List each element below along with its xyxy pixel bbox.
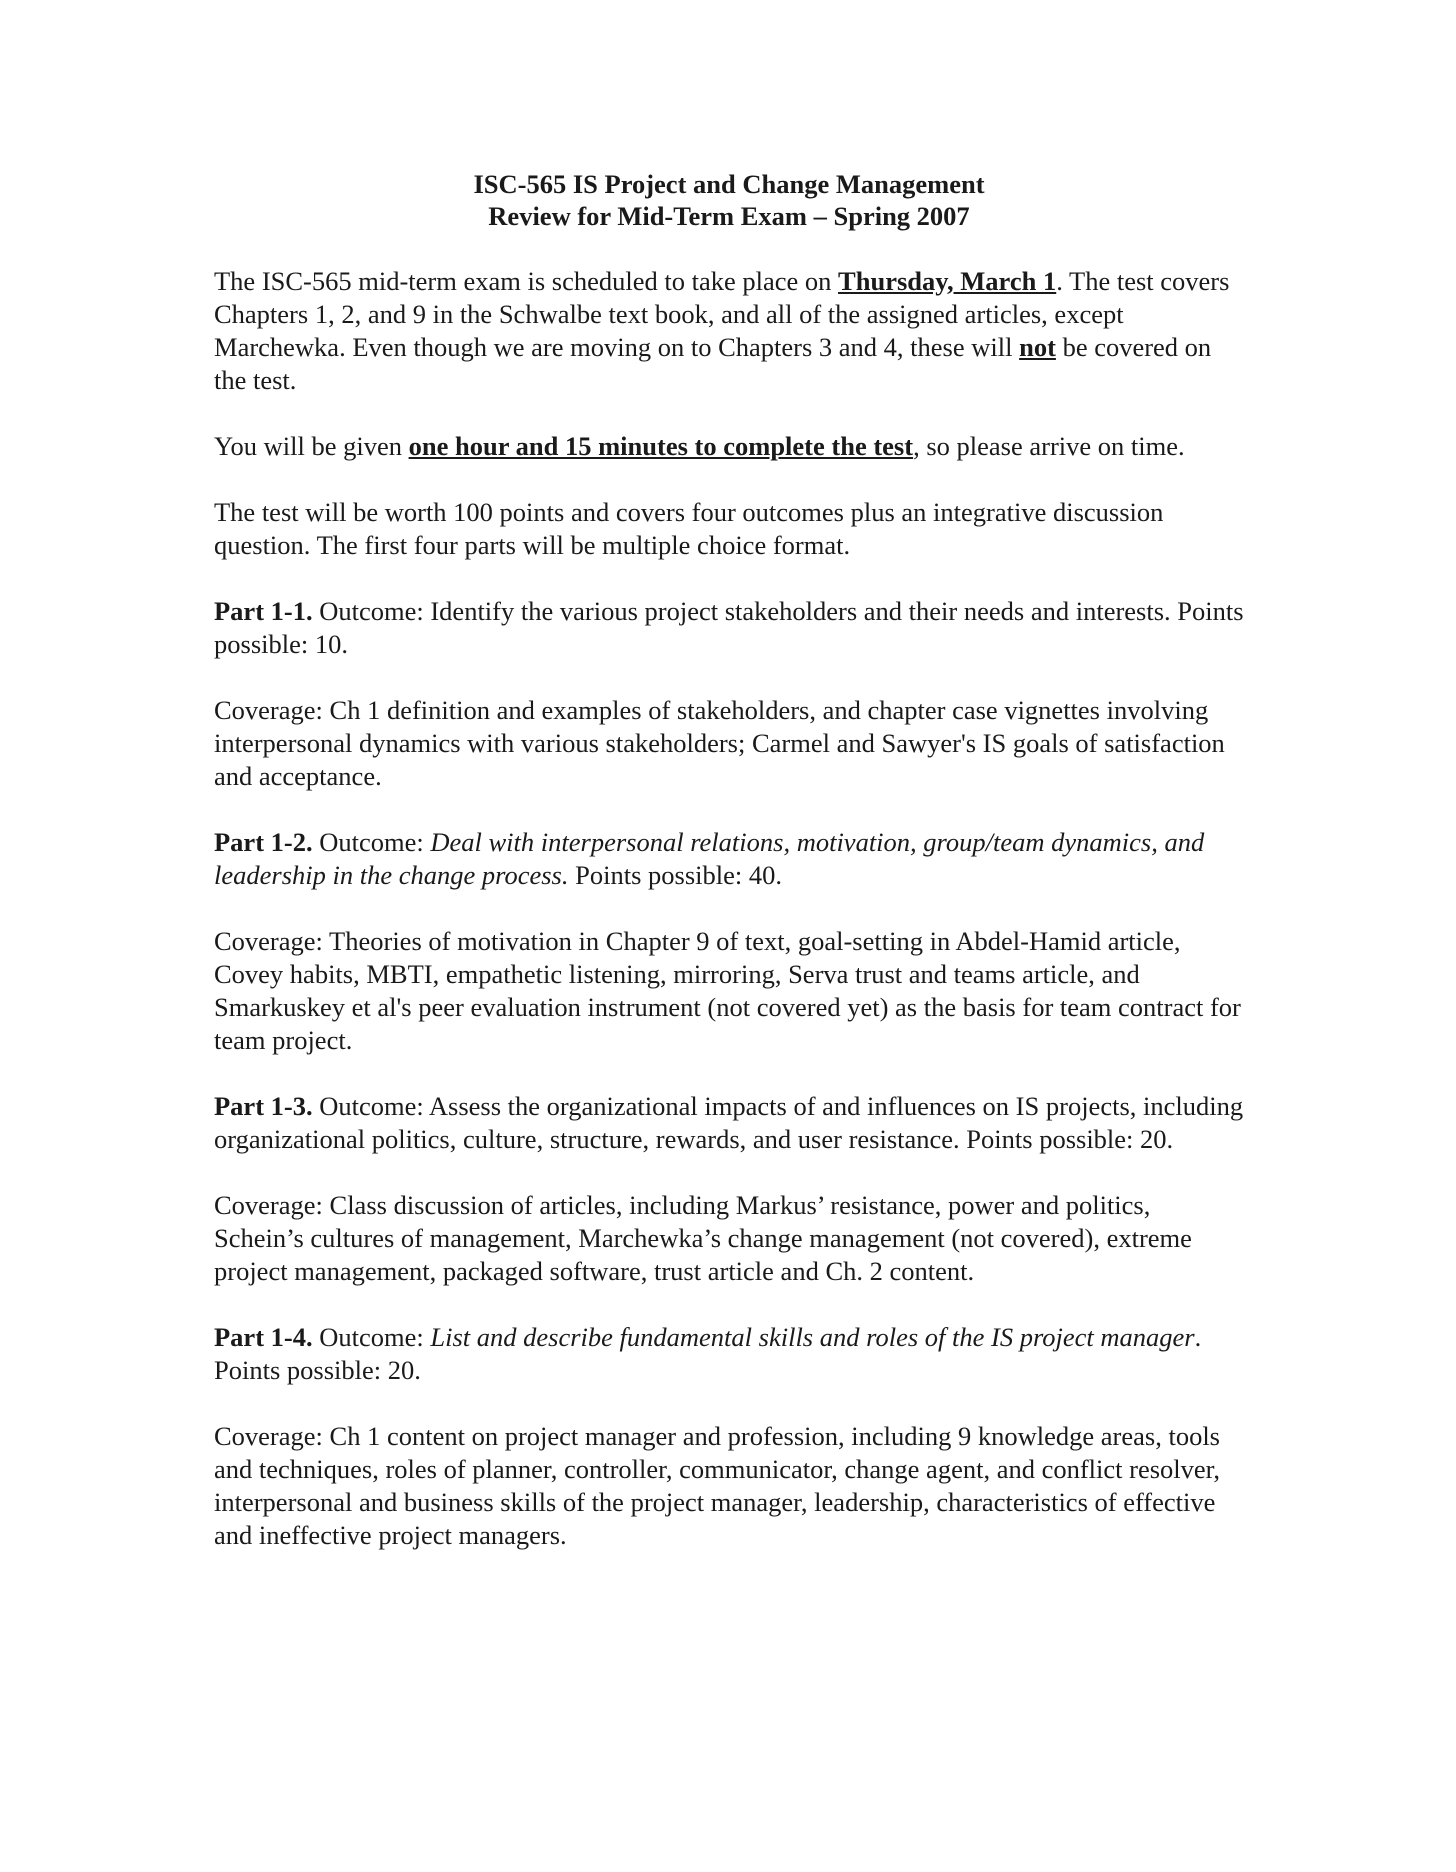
- part-label: Part 1-4.: [214, 1322, 313, 1352]
- outcome-text: Deal with interpersonal relations, motivation, group/team dynamics, and leadership in the change process.: [214, 827, 1205, 890]
- outcome-prefix: Outcome:: [312, 1322, 431, 1352]
- part-1-2-coverage: Coverage: Theories of motivation in Chapter 9 of text, goal-setting in Abdel-Hamid article, Covey habits, MBTI, empathetic listening, mirroring, Serva trust and teams article, and Smarkuskey et al's peer evaluation instrument (not covered yet) as the basis for team contract for team project.: [214, 926, 1241, 1055]
- outcome-prefix: Outcome:: [312, 1091, 429, 1121]
- intro-paragraph-time: [214, 430, 1244, 463]
- points-text: . Points possible: 20.: [214, 1322, 1202, 1385]
- part-1-4-coverage: Coverage: Ch 1 content on project manager and profession, including 9 knowledge areas, tools and techniques, roles of planner, controller, communicator, change agent, and conflict resolver, interpersonal and business skills of the project manager, leadership, characteristics of effective and ineffective project managers.: [214, 1421, 1221, 1550]
- part-label: Part 1-3.: [214, 1091, 313, 1121]
- part-1-3-outcome: [214, 1090, 1244, 1156]
- outcome-text: Assess the organizational impacts of and influences on IS projects, including organizational politics, culture, structure, rewards, and user resistance.: [214, 1091, 1244, 1154]
- points-text: Points possible: 20.: [959, 1124, 1174, 1154]
- title-line-2: Review for Mid-Term Exam – Spring 2007: [488, 201, 970, 231]
- outcome-prefix: Outcome:: [312, 596, 431, 626]
- text-segment: , so please arrive on time.: [913, 431, 1185, 461]
- exam-date: Thursday, March 1: [838, 266, 1057, 296]
- part-1-1-outcome: [214, 595, 1244, 661]
- text-segment: You will be given: [214, 431, 409, 461]
- points-text: Points possible: 10.: [214, 596, 1244, 659]
- part-1-3-coverage: Coverage: Class discussion of articles, including Markus’ resistance, power and politics, Schein’s cultures of management, Marchewka’s change management (not covered), extreme project management, packaged software, trust article and Ch. 2 content.: [214, 1190, 1192, 1286]
- points-text: Points possible: 40.: [568, 860, 783, 890]
- title-line-1: ISC-565 IS Project and Change Management: [473, 169, 985, 199]
- part-label: Part 1-1.: [214, 596, 313, 626]
- exam-duration: one hour and 15 minutes to complete the test: [408, 431, 914, 461]
- text-segment: . The test covers Chapters 1, 2, and 9 in the Schwalbe text book, and all of the assigned articles, except Marchewka. Even though we are moving on to Chapters 3 and 4, these will: [214, 266, 1230, 362]
- part-1-2-outcome: [214, 826, 1244, 892]
- emphasis-not: not: [1019, 332, 1056, 362]
- text-segment: The ISC-565 mid-term exam is scheduled to take place on: [214, 266, 839, 296]
- intro-paragraph-points: The test will be worth 100 points and covers four outcomes plus an integrative discussion question. The first four parts will be multiple choice format.: [214, 497, 1164, 560]
- intro-paragraph-exam-date: [214, 265, 1244, 397]
- outcome-text: List and describe fundamental skills and roles of the IS project manager: [430, 1322, 1195, 1352]
- part-1-1-coverage: Coverage: Ch 1 definition and examples of stakeholders, and chapter case vignettes involving interpersonal dynamics with various stakeholders; Carmel and Sawyer's IS goals of satisfaction and acceptance.: [214, 695, 1225, 791]
- document-page: [214, 168, 1244, 1585]
- part-1-4-outcome: [214, 1321, 1244, 1387]
- document-title: [214, 168, 1244, 232]
- text-segment: be covered on the test.: [214, 332, 1212, 395]
- outcome-prefix: Outcome:: [312, 827, 431, 857]
- outcome-text: Identify the various project stakeholders and their needs and interests.: [430, 596, 1171, 626]
- part-label: Part 1-2.: [214, 827, 313, 857]
